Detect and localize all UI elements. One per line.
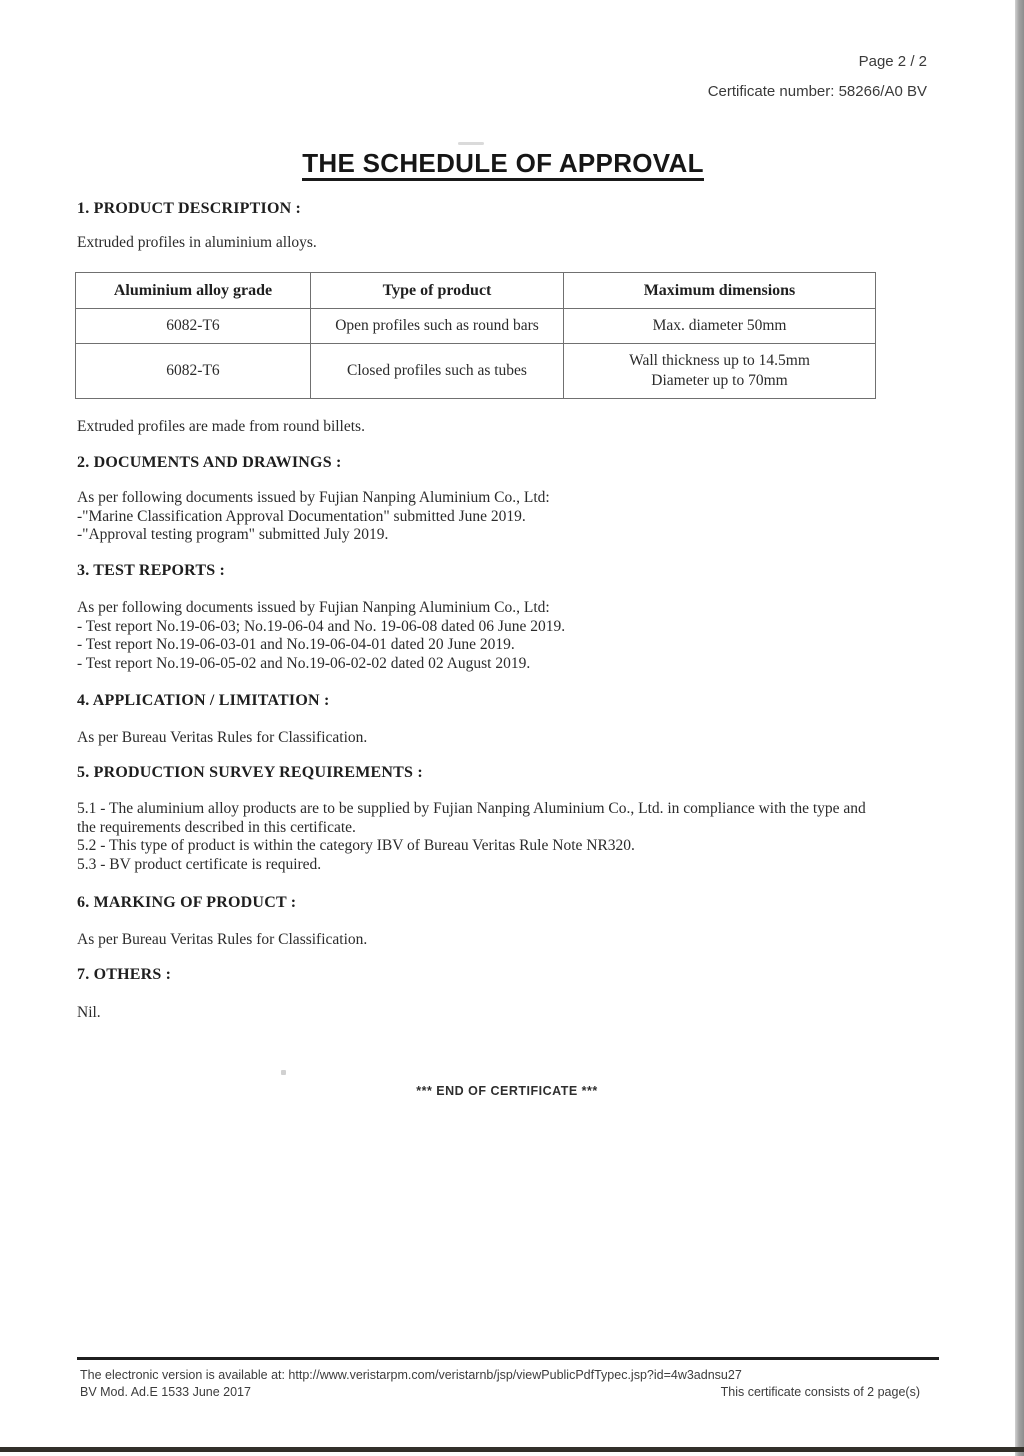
section-1-note: Extruded profiles are made from round billets. bbox=[77, 418, 365, 435]
section-2-paragraph bbox=[77, 489, 550, 545]
cell-grade: 6082-T6 bbox=[76, 309, 311, 344]
section-5-heading: 5. PRODUCTION SURVEY REQUIREMENTS : bbox=[77, 764, 423, 781]
scan-speck bbox=[281, 1070, 286, 1075]
col-header-alloy-grade: Aluminium alloy grade bbox=[76, 273, 311, 309]
table-row bbox=[76, 309, 876, 344]
alloy-table bbox=[75, 272, 876, 399]
section-1-intro: Extruded profiles in aluminium alloys. bbox=[77, 234, 317, 251]
section-3-paragraph bbox=[77, 599, 565, 673]
section-7-body: Nil. bbox=[77, 1004, 101, 1021]
section-6-body: As per Bureau Veritas Rules for Classification. bbox=[77, 931, 368, 948]
page-header bbox=[708, 53, 927, 100]
paragraph-line: - Test report No.19-06-05-02 and No.19-06-02-02 dated 02 August 2019. bbox=[77, 654, 531, 672]
title-container bbox=[0, 149, 1006, 181]
paragraph-line: - Test report No.19-06-03; No.19-06-04 and No. 19-06-08 dated 06 June 2019. bbox=[77, 617, 566, 635]
scan-smudge bbox=[458, 142, 484, 145]
section-4-heading: 4. APPLICATION / LIMITATION : bbox=[77, 692, 330, 709]
col-header-type: Type of product bbox=[311, 273, 564, 309]
dimension-line: Diameter up to 70mm bbox=[651, 372, 788, 389]
footer-electronic-version: The electronic version is available at: http://www.veristarpm.com/veristarnb/jsp/viewPublicPdfTypec.jsp?id=4w3adnsu27 bbox=[80, 1368, 742, 1382]
certificate-number: Certificate number: 58266/A0 BV bbox=[707, 83, 927, 100]
footer-form-reference: BV Mod. Ad.E 1533 June 2017 bbox=[80, 1385, 251, 1399]
paragraph-line: - Test report No.19-06-03-01 and No.19-06-04-01 dated 20 June 2019. bbox=[77, 636, 515, 653]
end-of-certificate-marker: *** END OF CERTIFICATE *** bbox=[416, 1084, 598, 1098]
section-5-paragraph bbox=[77, 800, 866, 874]
paragraph-line: As per following documents issued by Fujian Nanping Aluminium Co., Ltd: bbox=[77, 599, 550, 616]
table-header-row bbox=[76, 273, 876, 309]
page-number: Page 2 / 2 bbox=[858, 53, 927, 70]
footer-page-count: This certificate consists of 2 page(s) bbox=[720, 1385, 920, 1399]
dimension-line: Wall thickness up to 14.5mm bbox=[629, 352, 810, 369]
section-6-heading: 6. MARKING OF PRODUCT : bbox=[77, 894, 297, 911]
footer-divider bbox=[77, 1357, 939, 1360]
paragraph-line: 5.2 - This type of product is within the category IBV of Bureau Veritas Rule Note NR320. bbox=[77, 837, 635, 854]
scan-shadow-right-edge bbox=[1015, 0, 1024, 1456]
page-title: THE SCHEDULE OF APPROVAL bbox=[302, 149, 704, 181]
section-1-heading: 1. PRODUCT DESCRIPTION : bbox=[77, 200, 302, 217]
section-2-heading: 2. DOCUMENTS AND DRAWINGS : bbox=[77, 454, 342, 471]
paragraph-line: -"Approval testing program" submitted July 2019. bbox=[77, 526, 389, 543]
cell-dimensions: Max. diameter 50mm bbox=[564, 309, 876, 344]
table-row bbox=[76, 344, 876, 399]
section-4-body: As per Bureau Veritas Rules for Classification. bbox=[77, 729, 368, 746]
cell-type: Open profiles such as round bars bbox=[311, 309, 564, 344]
paragraph-line: As per following documents issued by Fujian Nanping Aluminium Co., Ltd: bbox=[77, 489, 550, 506]
paragraph-line: 5.3 - BV product certificate is required. bbox=[77, 855, 322, 873]
scan-edge-bottom bbox=[0, 1447, 1024, 1452]
cell-dimensions bbox=[564, 344, 876, 399]
paragraph-line: the requirements described in this certificate. bbox=[77, 818, 356, 836]
cell-grade: 6082-T6 bbox=[76, 344, 311, 399]
product-table bbox=[75, 272, 876, 399]
section-7-heading: 7. OTHERS : bbox=[77, 966, 172, 983]
paragraph-line: -"Marine Classification Approval Documentation" submitted June 2019. bbox=[77, 507, 526, 525]
paragraph-line: 5.1 - The aluminium alloy products are to be supplied by Fujian Nanping Aluminium Co., Ltd. in compliance with the type and bbox=[77, 800, 866, 817]
section-3-heading: 3. TEST REPORTS : bbox=[77, 562, 226, 579]
cell-type: Closed profiles such as tubes bbox=[311, 344, 564, 399]
col-header-dimensions: Maximum dimensions bbox=[564, 273, 876, 309]
